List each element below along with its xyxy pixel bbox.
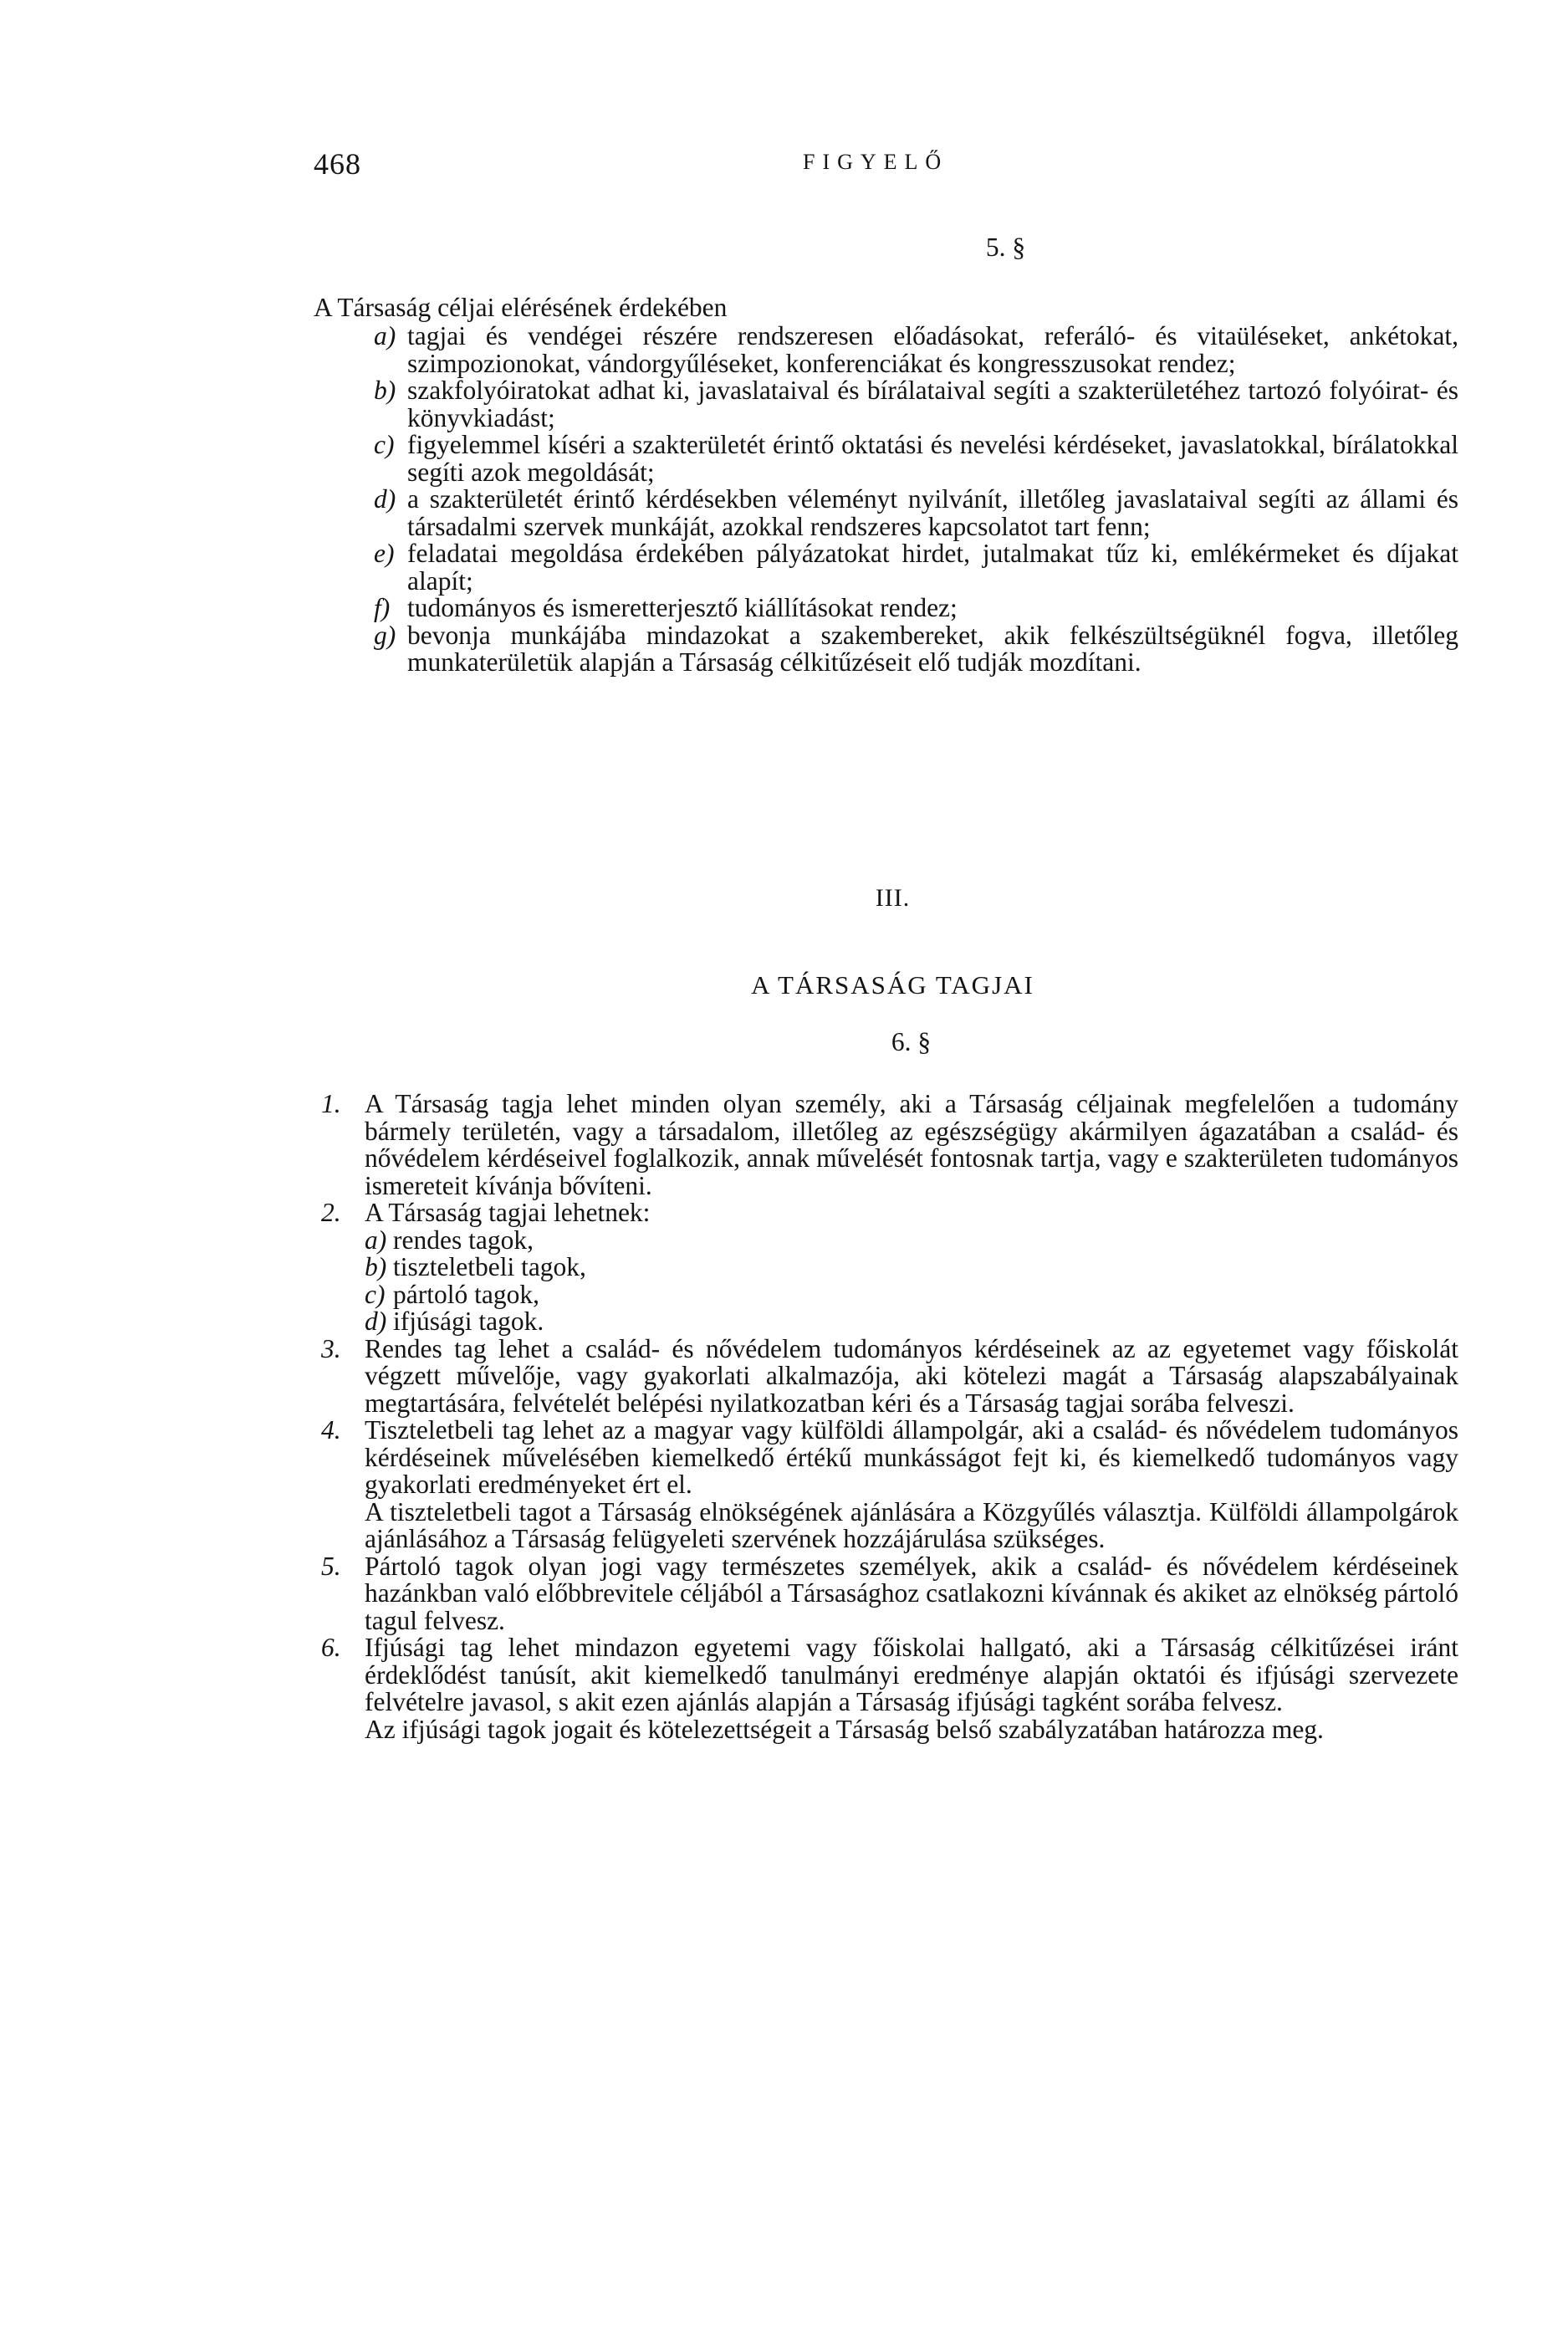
paragraph-text: Rendes tag lehet a család- és nővédelem tudományos kérdéseinek az az egyetemet vagy főiskolát végzett művelője, vagy gyakorlati alkalmazója, aki kötelezi magát a Társaság alapszabályainak megtartására, felvételét belépési nyilatkozatban kéri és a Társaság tagjai sorába felveszi. bbox=[365, 1333, 1458, 1418]
list-item bbox=[365, 1254, 1458, 1281]
item-text: bevonja munkájába mindazokat a szakembereket, akik felkészültségüknél fogva, illetőleg munkaterületük alapján a Társaság célkitűzéseit elő tudják mozdítani. bbox=[407, 620, 1458, 677]
list-item bbox=[374, 377, 1458, 432]
paragraph-text: A Társaság tagja lehet minden olyan személy, aki a Társaság céljainak megfelelően a tudomány bármely területén, vagy a társadalom, illetőleg az egészségügy akármilyen ágazatában a család- és nővédelem kérdéseivel foglalkozik, annak művelését fontosnak tartja, vagy e szakterületen tudományos ismereteit kívánja bővíteni. bbox=[365, 1089, 1458, 1200]
paragraph-6 bbox=[321, 1634, 1458, 1743]
section-5-heading-text: 5. § bbox=[985, 233, 1026, 262]
list-item bbox=[365, 1281, 1458, 1309]
paragraph-5 bbox=[321, 1553, 1458, 1635]
item-letter: g) bbox=[374, 620, 396, 650]
paragraph-number: 2. bbox=[321, 1198, 341, 1227]
item-text: tudományos és ismeretterjesztő kiállításokat rendez; bbox=[407, 593, 958, 622]
item-text: ifjúsági tagok. bbox=[393, 1307, 544, 1336]
section-6-heading bbox=[314, 1029, 1472, 1056]
member-types-list bbox=[365, 1227, 1458, 1336]
chapter-title: A TÁRSASÁG TAGJAI bbox=[751, 970, 1034, 1000]
list-item bbox=[374, 540, 1458, 595]
list-item bbox=[365, 1308, 1458, 1336]
paragraph-1 bbox=[321, 1091, 1458, 1199]
item-letter: c) bbox=[365, 1279, 386, 1309]
running-head: FIGYELŐ bbox=[803, 150, 949, 174]
paragraph-text: A Társaság tagjai lehetnek: bbox=[365, 1198, 651, 1227]
paragraph-text-continued: A tiszteletbeli tagot a Társaság elnökségének ajánlására a Közgyűlés választja. Külföldi állampolgárok ajánlásához a Társaság felügyeleti szervének hozzájárulása szükséges. bbox=[365, 1496, 1458, 1553]
paragraph-text-continued: Az ifjúsági tagok jogait és kötelezettségeit a Társaság belső szabályzatában határozza meg. bbox=[365, 1714, 1324, 1744]
chapter-number: III. bbox=[875, 884, 911, 912]
page-number: 468 bbox=[314, 147, 361, 181]
item-text: szakfolyóiratokat adhat ki, javaslataival és bírálataival segíti a szakterületéhez tartozó folyóirat- és könyvkiadást; bbox=[407, 376, 1458, 432]
paragraph-number: 4. bbox=[321, 1415, 341, 1445]
paragraph-number: 1. bbox=[321, 1089, 341, 1118]
section-6-heading-text: 6. § bbox=[891, 1027, 932, 1056]
paragraph-4 bbox=[321, 1417, 1458, 1553]
item-letter: f) bbox=[374, 593, 391, 622]
list-item bbox=[374, 432, 1458, 486]
list-item bbox=[374, 622, 1458, 677]
list-item bbox=[374, 486, 1458, 540]
item-letter: c) bbox=[374, 430, 395, 459]
item-letter: d) bbox=[374, 484, 396, 514]
paragraph-text: Pártoló tagok olyan jogi vagy természetes személyek, akik a család- és nővédelem kérdéseinek hazánkban való előbbrevitele céljából a Társasághoz csatlakozni kívánnak és akiket az elnökség pártoló tagul felvesz. bbox=[365, 1551, 1458, 1635]
paragraph-text: Ifjúsági tag lehet mindazon egyetemi vagy főiskolai hallgató, aki a Társaság célkitűzései iránt érdeklődést tanúsít, akit kiemelkedő tanulmányi eredménye alapján oktatói és ifjúsági szervezete felvételre javasol, s akit ezen ajánlás alapján a Társaság ifjúsági tagként sorába felvesz. bbox=[365, 1633, 1458, 1716]
list-item bbox=[365, 1227, 1458, 1255]
item-letter: d) bbox=[365, 1307, 387, 1336]
item-letter: a) bbox=[365, 1225, 387, 1255]
item-text: a szakterületét érintő kérdésekben véleményt nyilvánít, illetőleg javaslataival segíti az állami és társadalmi szervek munkáját, azokkal rendszeres kapcsolatot tart fenn; bbox=[407, 484, 1458, 541]
item-text: tagjai és vendégei részére rendszeresen előadásokat, referáló- és vitaüléseket, ankétokat, szimpozionokat, vándorgyűléseket, konferenciákat és kongresszusokat rendez; bbox=[407, 321, 1458, 378]
item-text: rendes tagok, bbox=[393, 1225, 534, 1255]
list-item bbox=[374, 323, 1458, 377]
item-letter: b) bbox=[365, 1252, 387, 1281]
paragraph-3 bbox=[321, 1333, 1458, 1418]
paragraph-text: Tiszteletbeli tag lehet az a magyar vagy külföldi állampolgár, aki a család- és nővédelem tudományos kérdéseinek művelésében kiemelkedő értékű munkásságot fejt ki, és kiemelkedő tudományos vagy gyakorlati eredményeket ért el. bbox=[365, 1415, 1458, 1499]
section-5-list bbox=[374, 323, 1458, 677]
paragraph-number: 3. bbox=[321, 1333, 341, 1363]
item-letter: e) bbox=[374, 539, 395, 568]
item-text: figyelemmel kíséri a szakterületét érintő oktatási és nevelési kérdéseket, javaslatokkal, bírálatokkal segíti azok megoldását; bbox=[407, 430, 1458, 487]
item-text: pártoló tagok, bbox=[393, 1279, 539, 1309]
section-5-intro: A Társaság céljai elérésének érdekében bbox=[314, 293, 728, 322]
item-letter: b) bbox=[374, 376, 396, 405]
paragraph-number: 5. bbox=[321, 1551, 341, 1581]
section-5-heading bbox=[314, 234, 1472, 262]
list-item bbox=[374, 595, 1458, 622]
item-letter: a) bbox=[374, 321, 396, 350]
paragraph-2 bbox=[321, 1199, 1458, 1336]
item-text: feladatai megoldása érdekében pályázatokat hirdet, jutalmakat tűz ki, emlékérmeket és díjakat alapít; bbox=[407, 539, 1458, 596]
paragraph-number: 6. bbox=[321, 1633, 341, 1662]
section-6-list bbox=[321, 1091, 1458, 1743]
item-text: tiszteletbeli tagok, bbox=[393, 1252, 586, 1281]
